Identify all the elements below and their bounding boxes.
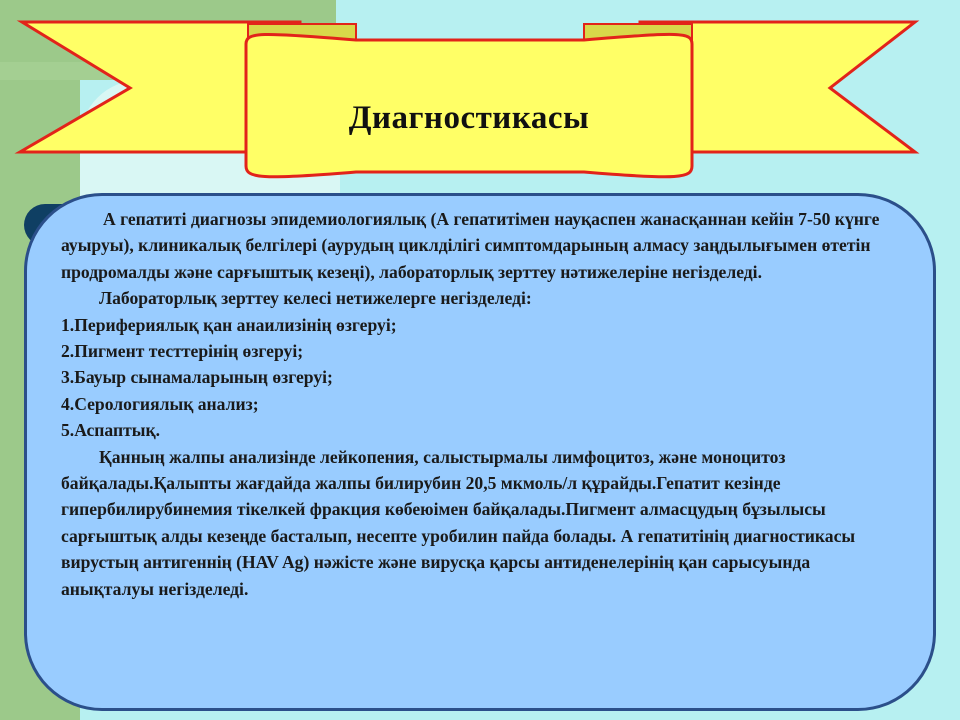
- list-item: 2.Пигмент тесттерінің өзгеруі;: [61, 341, 304, 362]
- intro-paragraph: А гепатиті диагнозы эпидемиологиялық (А гепатитімен науқаспен жанасқаннан кейін 7-50 күнге ауыруы), клиникалық белгілері (аурудың циклділігі симптомдарының алмасу заңдылығымен өтетін продромалды және сарғыштық кезеңі), лабораторлық зерттеу нәтижелеріне негізделеді.: [61, 209, 880, 282]
- lab-heading: Лабораторлық зерттеу келесі нетижелерге негізделеді:: [99, 288, 532, 309]
- list-item: 1.Перифериялық қан анаилизінің өзгеруі;: [61, 314, 397, 335]
- list-item: 3.Бауыр сынамаларының өзгеруі;: [61, 367, 333, 388]
- page-title: Диагностикасы: [348, 99, 590, 136]
- list-item: 5.Аспаптық.: [61, 420, 161, 441]
- content-box: [24, 193, 936, 711]
- conclusion-paragraph: Қанның жалпы анализінде лейкопения, салыстырмалы лимфоцитоз, және моноцитоз байқалады.Қалыпты жағдайда жалпы билирубин 20,5 мкмоль/л құрайды.Гепатит кезінде гипербилирубинемия тікелкей фракция көбеюімен байқалады.Пигмент алмасцудың бұзылысы сарғыштық алды кезеңде басталып, несепте уробилин пайда болады. А гепатитінің диагностикасы вирустың антигеннің (HAV Ag) нәжісте және вирусқа қарсы антиденелерінің қан сарысуында анықталуы негізделеді.: [61, 446, 856, 599]
- list-item: 4.Серологиялық анализ;: [61, 393, 259, 414]
